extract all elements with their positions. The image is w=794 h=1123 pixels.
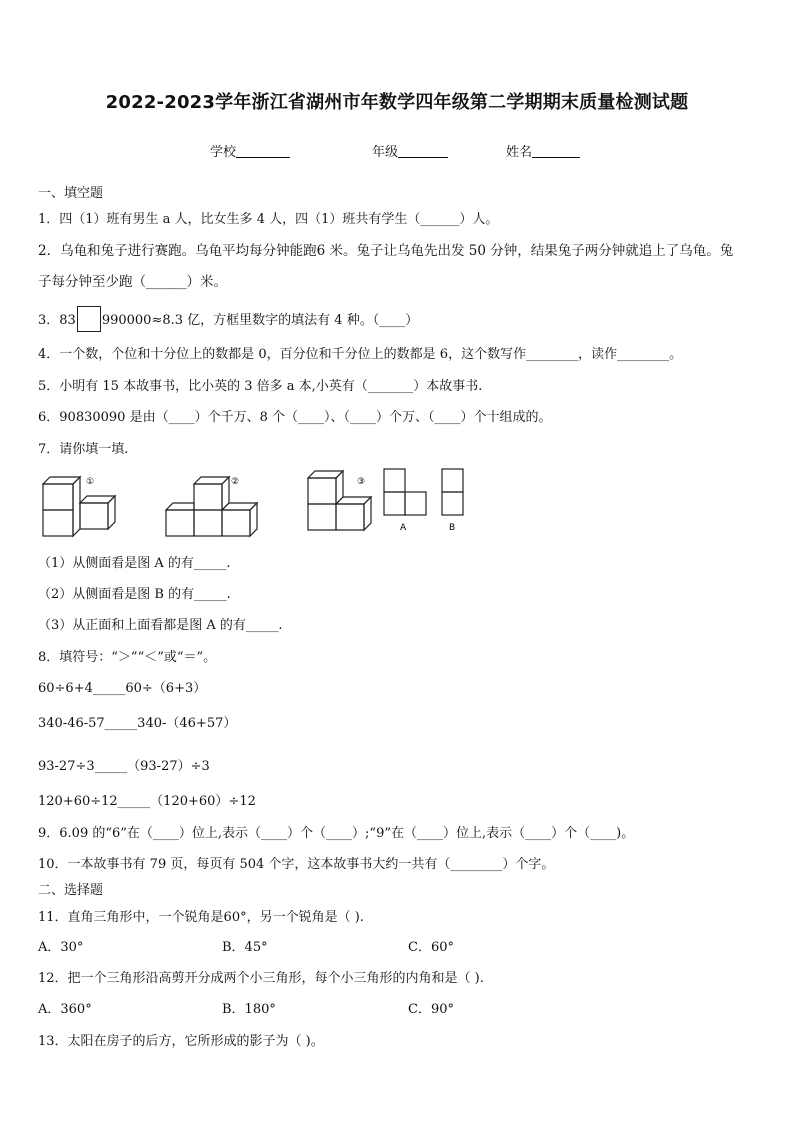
question-9: 9．6.09 的“6”在（____）位上,表示（____）个（____）;“9”在（____）位上,表示（____）个（____)。 [38,826,635,841]
question-10: 10．一本故事书有 79 页，每页有 504 个字，这本故事书大约一共有（________）个字。 [38,857,555,872]
question-6: 6．90830090 是由（____）个千万、8 个（____）、（____）个万、（____）个十组成的。 [38,410,552,425]
question-8: 8．填符号：“＞”“＜”或“＝”。 [38,650,217,665]
question-3-suffix: 990000≈8.3 亿，方框里数字的填法有 4 种。（____） [101,313,419,328]
school-field [210,141,290,160]
q12-option-b[interactable]: B．180° [222,1002,276,1017]
view-b-grid [442,469,463,515]
question-13: 13．太阳在房子的后方，它所形成的影子为（ )。 [38,1034,324,1049]
cube-stack-1 [43,477,115,536]
page-title: 2022-2023学年浙江省湖州市年数学四年级第二学期期末质量检测试题 [105,92,689,113]
grade-label: 年级 [372,145,399,160]
question-5: 5．小明有 15 本故事书，比小英的 3 倍多 a 本,小英有（_______）本故事书. [38,379,483,394]
question-8-item-b: 340-46-57_____340-（46+57） [38,716,237,731]
school-blank[interactable] [236,144,290,158]
question-3-prefix: 3．83 [38,313,76,328]
name-label: 姓名 [506,145,533,160]
grade-field [372,141,448,160]
cube-views-figure [38,462,478,538]
question-2-line-2: 子每分钟至少跑（______）米。 [38,274,227,290]
cube-stack-2 [166,477,257,536]
question-8-item-a: 60÷6+4_____60÷（6+3） [38,681,207,696]
q11-option-c[interactable]: C．60° [408,940,454,955]
question-4: 4．一个数，个位和十分位上的数都是 0，百分位和千分位上的数都是 6，这个数写作________，读作________。 [38,347,683,362]
section-heading-multiple-choice: 二、选择题 [38,883,104,898]
question-11: 11．直角三角形中，一个锐角是60°，另一个锐角是（ ). [38,910,364,925]
q11-option-b[interactable]: B．45° [222,940,268,955]
question-7-sub-3: （3）从正面和上面看都是图 A 的有_____. [38,618,283,633]
q12-option-c[interactable]: C．90° [408,1002,454,1017]
figure-1-label: ① [86,477,95,487]
question-12: 12．把一个三角形沿高剪开分成两个小三角形，每个小三角形的内角和是（ ). [38,971,484,986]
question-3 [38,306,418,332]
view-b-label: B [449,523,456,533]
question-2-line-1: 2．乌龟和兔子进行赛跑。乌龟平均每分钟能跑6 米。兔子让乌龟先出发 50 分钟，结果兔子两分钟就追上了乌龟。兔 [38,243,734,259]
school-label: 学校 [210,145,237,160]
view-a-grid [384,469,426,515]
figure-2-label: ② [231,477,240,487]
name-field [506,141,580,160]
question-7-sub-2: （2）从侧面看是图 B 的有_____. [38,587,231,602]
question-8-item-c: 93-27÷3_____（93-27）÷3 [38,759,210,774]
view-a-label: A [400,523,407,533]
answer-box[interactable] [77,306,101,332]
section-heading-fill-blank: 一、填空题 [38,186,104,201]
question-8-item-d: 120+60÷12_____（120+60）÷12 [38,794,256,809]
grade-blank[interactable] [398,144,448,158]
figure-3-label: ③ [357,477,366,487]
question-7-sub-1: （1）从侧面看是图 A 的有_____. [38,556,231,571]
question-7: 7．请你填一填. [38,442,129,457]
q11-option-a[interactable]: A．30° [38,940,84,955]
name-blank[interactable] [532,144,580,158]
q12-option-a[interactable]: A．360° [38,1002,92,1017]
question-1: 1．四（1）班有男生 a 人，比女生多 4 人，四（1）班共有学生（______）人。 [38,212,499,227]
